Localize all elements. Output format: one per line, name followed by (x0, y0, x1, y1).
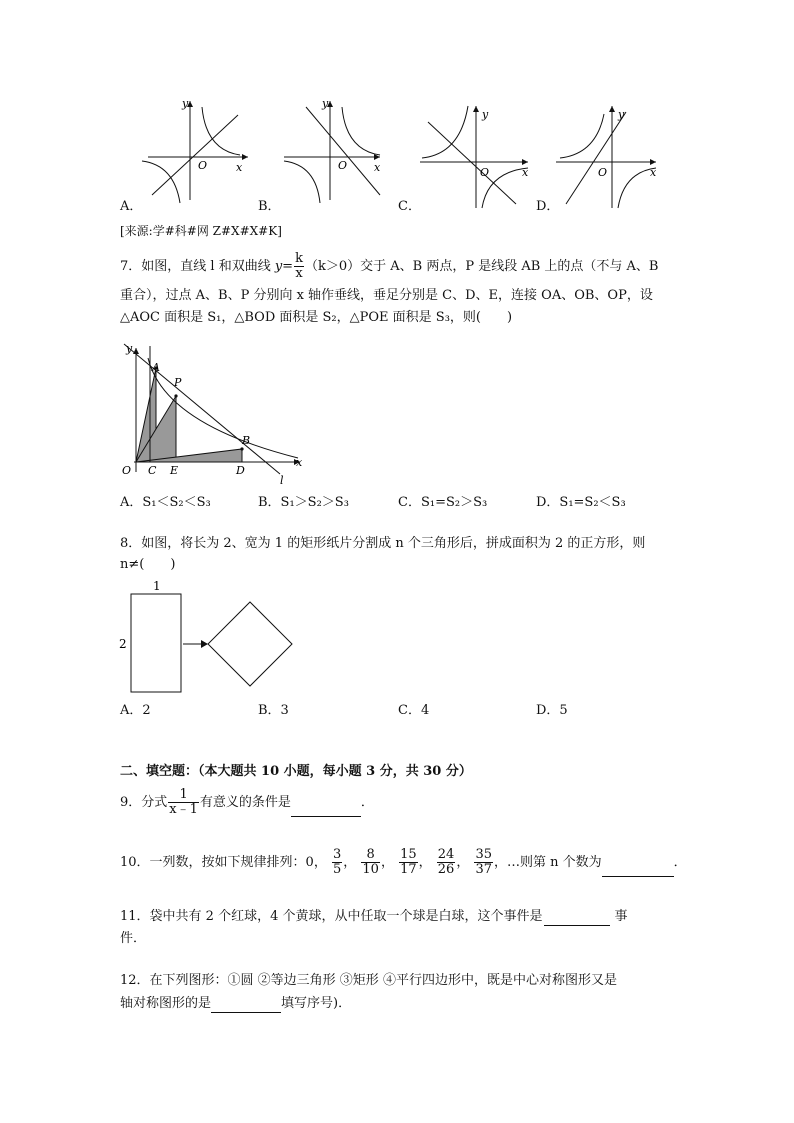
q6c-x-label: x (522, 166, 529, 179)
q10-fraction: $\frac{15}{17}$ (400, 847, 417, 877)
q7-option-a[interactable]: A．S₁＜S₂＜S₃ (120, 495, 211, 510)
q7-label-b: B (242, 434, 251, 447)
q6-graph-b (280, 95, 400, 205)
q7-label-l: l (280, 474, 284, 487)
q6b-o-label: O (338, 159, 348, 172)
q8-line2: n≠( ) (120, 557, 176, 572)
q7-label-c: C (148, 464, 157, 477)
q6c-o-label: O (480, 166, 490, 179)
q12-line2: 轴对称图形的是 填写序号)． (120, 996, 352, 1011)
q11-line1: 11．袋中共有 2 个红球，4 个黄球，从中任取一个球是白球，这个事件是 事 (120, 909, 628, 924)
q6b-x-label: x (374, 161, 381, 174)
q9-answer-blank[interactable] (291, 804, 361, 817)
q8-option-a[interactable]: A．2 (120, 703, 151, 718)
q7-line1: 7．如图，直线 l 和双曲线 y= $\frac{k}{x}$ （k＞0）交于 A、B 两点，P 是线段 AB 上的点（不与 A、B (120, 251, 659, 281)
q8-width-label: 1 (153, 579, 161, 593)
q7-y-label: y (126, 342, 133, 355)
q7-line2: 重合），过点 A、B、P 分别向 x 轴作垂线，垂足分别是 C、D、E，连接 OA、OB、OP，设 (120, 288, 653, 303)
q10-fraction: $\frac{3}{5}$ (332, 847, 342, 877)
section2-title: 二、填空题：（本大题共 10 小题，每小题 3 分，共 30 分） (120, 764, 472, 779)
q7-option-d[interactable]: D．S₁=S₂＜S₃ (536, 495, 626, 510)
q6c-y-label: y (482, 108, 489, 121)
q10-fraction: $\frac{8}{10}$ (362, 847, 379, 877)
q11-answer-blank[interactable] (544, 913, 610, 926)
q6-option-b[interactable]: B． (258, 199, 281, 214)
q10-fraction: $\frac{35}{37}$ (475, 847, 492, 877)
q12-answer-blank[interactable] (211, 1000, 281, 1013)
q8-option-d[interactable]: D．5 (536, 703, 568, 718)
q11-line2: 件． (120, 931, 147, 946)
source-note: [来源:学#科#网 Z#X#X#K] (120, 224, 282, 238)
q8-figure (116, 576, 316, 696)
q7-label-d: D (236, 464, 245, 477)
q8-height-label: 2 (119, 637, 127, 651)
q12-line1: 12．在下列图形：①圆 ②等边三角形 ③矩形 ④平行四边形中，既是中心对称图形又是 (120, 973, 617, 988)
q6a-y-label: y (182, 97, 189, 110)
q6d-y-label: y (618, 108, 625, 121)
q7-figure (118, 338, 308, 488)
q10-answer-blank[interactable] (602, 864, 674, 877)
q6-option-c[interactable]: C． (398, 199, 421, 214)
q10-fraction: $\frac{24}{26}$ (437, 847, 455, 877)
q7-option-b[interactable]: B．S₁＞S₂＞S₃ (258, 495, 349, 510)
q6-option-a[interactable]: A． (120, 199, 143, 214)
q6a-x-label: x (236, 161, 243, 174)
q9-line: 9．分式 $\frac{1}{x﹣1}$ 有意义的条件是 ． (120, 787, 374, 817)
q6a-o-label: O (198, 159, 208, 172)
q6d-x-label: x (650, 166, 657, 179)
q6-graph-c (420, 100, 540, 210)
q7-label-e: E (170, 464, 179, 477)
q7-label-a: A (152, 361, 160, 374)
q8-line1: 8．如图，将长为 2、宽为 1 的矩形纸片分割成 n 个三角形后，拼成面积为 2 的正方形，则 (120, 536, 646, 551)
q6d-o-label: O (598, 166, 608, 179)
q6-option-d[interactable]: D． (536, 199, 560, 214)
q7-line3: △AOC 面积是 S₁，△BOD 面积是 S₂，△POE 面积是 S₃，则( ) (120, 310, 513, 325)
q7-option-c[interactable]: C．S₁=S₂＞S₃ (398, 495, 488, 510)
q6-graph-d (556, 100, 676, 210)
q7-x-label: x (296, 456, 303, 469)
q7-label-p: P (174, 376, 182, 389)
q8-option-c[interactable]: C．4 (398, 703, 430, 718)
q6-graph-a (140, 95, 260, 205)
q6b-y-label: y (322, 97, 329, 110)
q8-option-b[interactable]: B．3 (258, 703, 289, 718)
q10-line: 10．一列数，按如下规律排列：0， $\frac{3}{5}$ ， $\frac{8}{10}$ ， $\frac{15}{17}$ ， $\frac{24}{26}$ ， $\frac{35}{37}$ ，…则第 n 个数为 ． (120, 847, 687, 877)
q7-label-o: O (122, 464, 132, 477)
